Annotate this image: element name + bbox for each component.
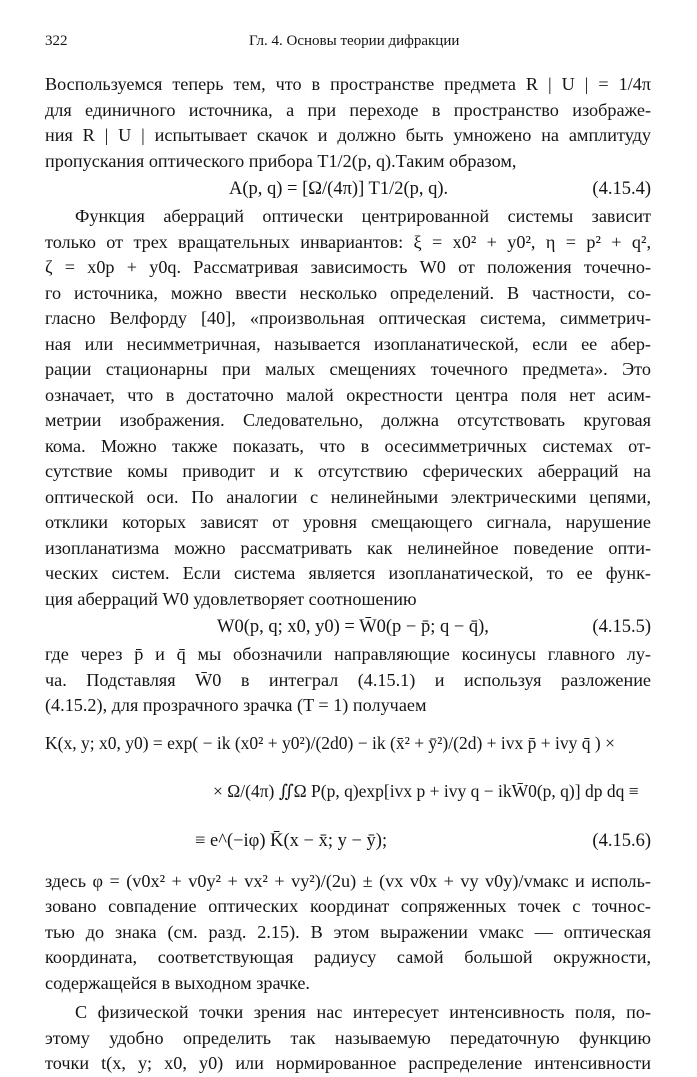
text-line: метрии изображения. Следовательно, должна отсутствовать круговая (45, 410, 651, 430)
equation-4-15-5 (45, 612, 651, 642)
text-line: ная или несимметричная, называется изопланатической, если ее абер- (45, 333, 651, 354)
equation-number: (4.15.4) (592, 179, 651, 199)
text-line: сутствие комы приводит и к отсутствию сферических аберраций на (45, 461, 651, 481)
equation-body: A(p, q) = [Ω/(4π)] T1/2(p, q). (229, 179, 449, 199)
text-line: точки t(x, y; x0, y0) или нормированное распределение интенсивности (45, 1053, 651, 1073)
text-line: для единичного источника, а при переходе в пространство изображе- (45, 99, 651, 120)
equation-number: (4.15.6) (592, 830, 651, 851)
page-number: 322 (45, 33, 68, 49)
text-line: гласно Велфорду [40], «произвольная оптическая система, симметрич- (45, 308, 651, 328)
page-header (45, 33, 652, 53)
text-line: только от трех вращательных инвариантов: ξ = x0² + y0², η = p² + q², (45, 231, 651, 252)
body-text (45, 72, 651, 1077)
text-line: Воспользуемся теперь тем, что в пространстве предмета R | U | = 1/4π (45, 74, 651, 94)
equation-number: (4.15.5) (592, 617, 651, 637)
equation-4-15-4 (45, 174, 651, 204)
text-line: отклики которых зависят от уровня смещающего сигнала, нарушение (45, 512, 651, 532)
text-line: ча. Подставляя W̄0 в интеграл (4.15.1) и используя разложение (45, 669, 651, 690)
text-line: содержащейся в выходном зрачке. (45, 972, 310, 993)
text-line: тью до знака (см. разд. 2.15). В этом выражении vмакс — оптическая (45, 921, 651, 942)
text-line: Функция аберраций оптически центрированной системы зависит (75, 206, 651, 226)
running-head: Гл. 4. Основы теории дифракции (249, 33, 460, 49)
equation-body: W0(p, q; x0, y0) = W̄0(p − p̄; q − q̄), (217, 617, 489, 637)
equation-4-15-6 (45, 719, 651, 869)
text-line: оптической оси. По аналогии с нелинейными электрическими цепями, (45, 486, 651, 507)
text-line: рации стационарны при малых смещениях точечного предмета». Это (45, 359, 651, 379)
text-line: изопланатизма можно рассматривать как нелинейное поведение опти- (45, 537, 651, 558)
text-line: (4.15.2), для прозрачного зрачка (T = 1) получаем (45, 695, 427, 715)
text-line: ния R | U | испытывает скачок и должно быть умножено на амплитуду (45, 125, 651, 145)
text-line: кома. Можно также показать, что в осесимметричных системах от- (45, 435, 651, 456)
text-line: этому удобно определить так называемую передаточную функцию (45, 1027, 651, 1048)
text-line: где через p̄ и q̄ мы обозначили направляющие косинусы главного лу- (45, 644, 651, 664)
text-line: координата, соответствующая радиусу самой большой окружности, (45, 947, 651, 967)
text-line: ция аберраций W0 удовлетворяет соотношению (45, 588, 417, 609)
text-line: означает, что в достаточно малой окрестности центра поля нет асим- (45, 384, 651, 405)
text-line: здесь φ = (v0x² + v0y² + vx² + vy²)/(2u) ± (vx v0x + vy v0y)/vмакс и исполь- (45, 870, 651, 891)
text-line: С физической точки зрения нас интересует интенсивность поля, по- (75, 1002, 651, 1022)
text-line: ζ = x0p + y0q. Рассматривая зависимость W0 от положения точечно- (45, 257, 651, 277)
equation-row: ≡ e^(−iφ) K̄(x − x̄; y − ȳ); (195, 830, 388, 851)
text-line: пропускания оптического прибора T1/2(p, q).Таким образом, (45, 150, 517, 171)
text-line: ческих систем. Если система является изопланатической, то ее функ- (45, 563, 651, 583)
text-line: го источника, можно ввести несколько определений. В частности, со- (45, 282, 651, 303)
text-line: зовано совпадение оптических координат сопряженных точек с точнос- (45, 896, 651, 916)
equation-row: × Ω/(4π) ∬Ω P(p, q)exp[ivx p + ivy q − ikW̄0(p, q)] dp dq ≡ (213, 780, 639, 801)
equation-row: K(x, y; x0, y0) = exp( − ik (x0² + y0²)/(2d0) − ik (x̄² + ȳ²)/(2d) + ivx p̄ + ivy q̄ ) × (45, 732, 615, 753)
